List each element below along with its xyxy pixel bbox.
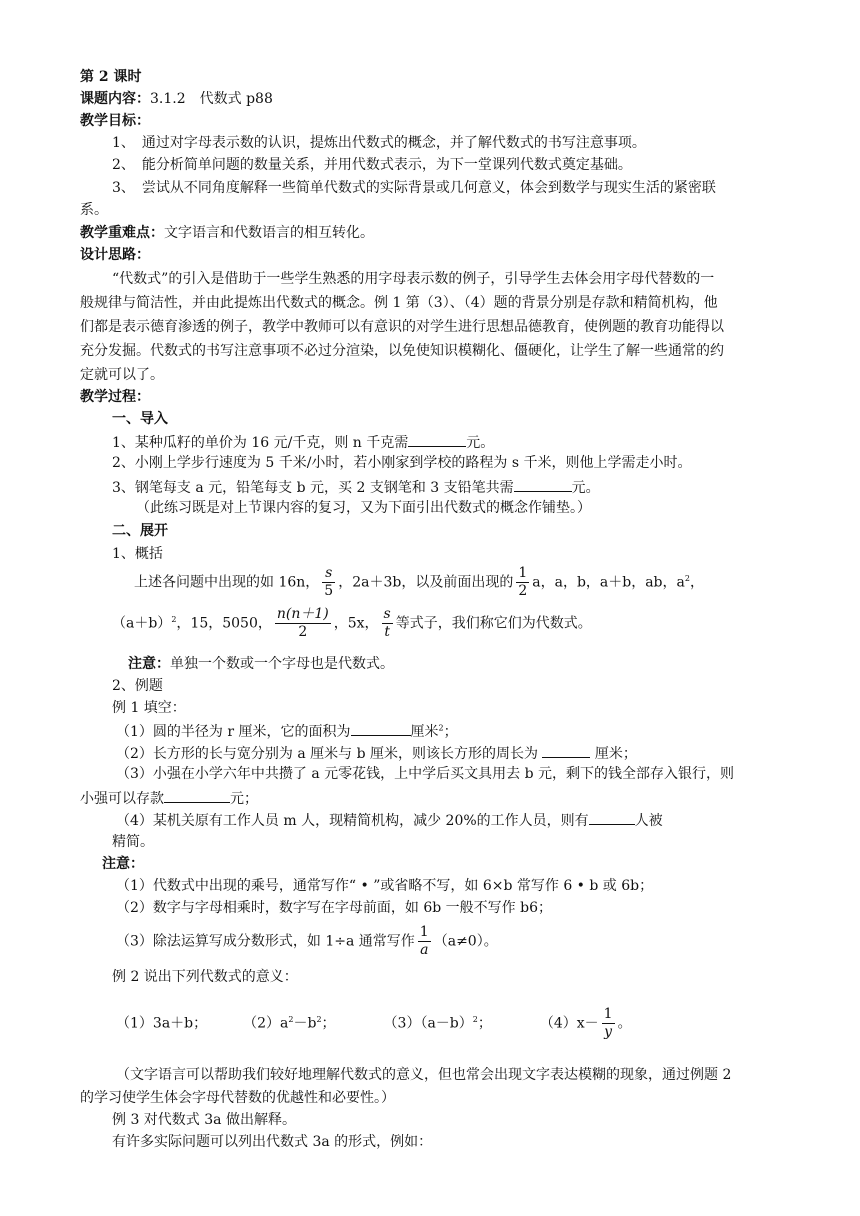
lesson-number: 第 2 课时 [80, 69, 142, 85]
key-points-line [80, 224, 374, 242]
note-item: （3）除法运算写成分数形式，如 1÷a 通常写作 $\frac{1}{a}$ （a≠0）。 [116, 924, 498, 958]
design-text-line: “代数式”的引入是借助于一些学生熟悉的用字母表示数的例子，引导学生去体会用字母代替数的一 [112, 271, 715, 287]
answer-blank [351, 721, 411, 736]
intro-question: 3、钢笔每支 a 元，铅笔每支 b 元，买 2 支钢笔和 3 支铅笔共需 元。 [112, 477, 600, 497]
intro-question: 2、小刚上学步行速度为 5 千米/小时，若小刚家到学校的路程为 s 千米，则他上学需走小时。 [112, 455, 692, 471]
answer-blank [589, 810, 635, 825]
examples-heading: 2、例题 [112, 678, 163, 694]
example-1-question: （4）某机关原有工作人员 m 人，现精简机构，减少 20%的工作人员，则有 人被 [116, 810, 663, 830]
example-2-heading: 例 2 说出下列代数式的意义： [112, 969, 298, 985]
objective-item: 2、 能分析简单问题的数量关系，并用代数式表示，为下一堂课列代数式奠定基础。 [112, 157, 632, 173]
example-1-question: （1）圆的半径为 r 厘米，它的面积为 厘米$^2$； [116, 721, 458, 741]
example-1-heading: 例 1 填空： [112, 700, 186, 716]
topic-line [80, 90, 273, 108]
answer-blank [542, 743, 590, 758]
example-3-text: 有许多实际问题可以列出代数式 3a 的形式，例如： [112, 1134, 433, 1150]
example-1-question: （3）小强在小学六年中共攒了 a 元零花钱，上中学后买文具用去 b 元，剩下的钱全部存入银行，则 [116, 766, 735, 782]
example-1-question: （2）长方形的长与宽分别为 a 厘米与 b 厘米，则该长方形的周长为 厘米； [116, 743, 637, 763]
example-1-question-cont: 精简。 [112, 834, 154, 850]
design-text-line: 定就可以了。 [80, 367, 164, 383]
intro-note: （此练习既是对上节课内容的复习，又为下面引出代数式的概念作铺垫。） [136, 500, 591, 516]
topic-value: 3.1.2 代数式 p88 [150, 91, 273, 107]
design-text-line: 充分发掘。代数式的书写注意事项不必过分渲染，以免使知识模糊化、僵硬化，让学生了解一些通常的约 [80, 343, 724, 359]
example-2-items: （1）3a＋b； $(2)a^2-b^2$； $(3)(a-b)^2$； （4）x－ $\frac{1}{y}$ 。 [116, 1006, 632, 1040]
design-heading: 设计思路： [80, 247, 150, 263]
summary-line-1: 上述各问题中出现的如 16n， $\frac{s}{5}$ ，2a＋3b，以及前面出现的 $\frac{1}{2}$ a，a，b，a＋b，ab，$a^2$， [134, 565, 704, 599]
key-points-value: 文字语言和代数语言的相互转化。 [164, 225, 374, 241]
notes-heading: 注意： [102, 856, 144, 872]
summary-heading: 1、概括 [112, 546, 163, 562]
design-text-line: 们都是表示德育渗透的例子，教学中教师可以有意识的对学生进行思想品德教育，使例题的教育功能得以 [80, 319, 724, 335]
process-heading: 教学过程： [80, 389, 150, 405]
answer-blank [514, 477, 572, 492]
example-3-heading: 例 3 对代数式 3a 做出解释。 [112, 1112, 296, 1128]
topic-label: 课题内容： [80, 91, 150, 107]
example-2-note: 的学习使学生体会字母代替数的优越性和必要性。） [80, 1090, 395, 1106]
fraction: $\frac{s}{t}$ [383, 606, 391, 640]
develop-heading: 二、展开 [112, 523, 168, 539]
design-text-line: 般规律与简洁性，并由此提炼出代数式的概念。例 1 第（3）、（4）题的背景分别是存款和精简机构，他 [80, 295, 718, 311]
example-2-note: （文字语言可以帮助我们较好地理解代数式的意义，但也常会出现文字表达模糊的现象，通过例题 2 [116, 1067, 732, 1083]
answer-blank [164, 788, 230, 803]
fraction: $\frac{1}{y}$ [603, 1006, 613, 1040]
fraction: $\frac{1}{2}$ [518, 565, 528, 599]
fraction: $\frac{n(n+1)}{2}$ [276, 606, 329, 640]
note-item: （2）数字与字母相乘时，数字写在字母前面，如 6b 一般不写作 b6； [116, 900, 552, 916]
summary-line-2: $(a+b)^2$，15，5050， $\frac{n(n+1)}{2}$ ，5x， $\frac{s}{t}$ 等式子，我们称它们为代数式。 [112, 606, 592, 640]
note-item: （1）代数式中出现的乘号，通常写作“ • ”或省略不写，如 6×b 常写作 6 • b 或 6b； [116, 878, 654, 894]
objective-item: 3、 尝试从不同角度解释一些简单代数式的实际背景或几何意义，体会到数学与现实生活的紧密联 [112, 180, 716, 196]
fraction: $\frac{1}{a}$ [419, 924, 429, 958]
objective-item: 系。 [80, 202, 108, 218]
intro-heading: 一、导入 [112, 411, 168, 427]
key-points-label: 教学重难点： [80, 225, 164, 241]
example-1-question-cont: 小强可以存款 元； [80, 788, 258, 808]
objective-item: 1、 通过对字母表示数的认识，提炼出代数式的概念，并了解代数式的书写注意事项。 [112, 135, 646, 151]
answer-blank [408, 432, 466, 447]
intro-question: 1、某种瓜籽的单价为 16 元/千克，则 n 千克需 元。 [112, 432, 494, 452]
fraction: $\frac{s}{5}$ [324, 565, 334, 599]
summary-note: 注意：单独一个数或一个字母也是代数式。 [128, 656, 394, 672]
objectives-heading: 教学目标： [80, 113, 150, 129]
